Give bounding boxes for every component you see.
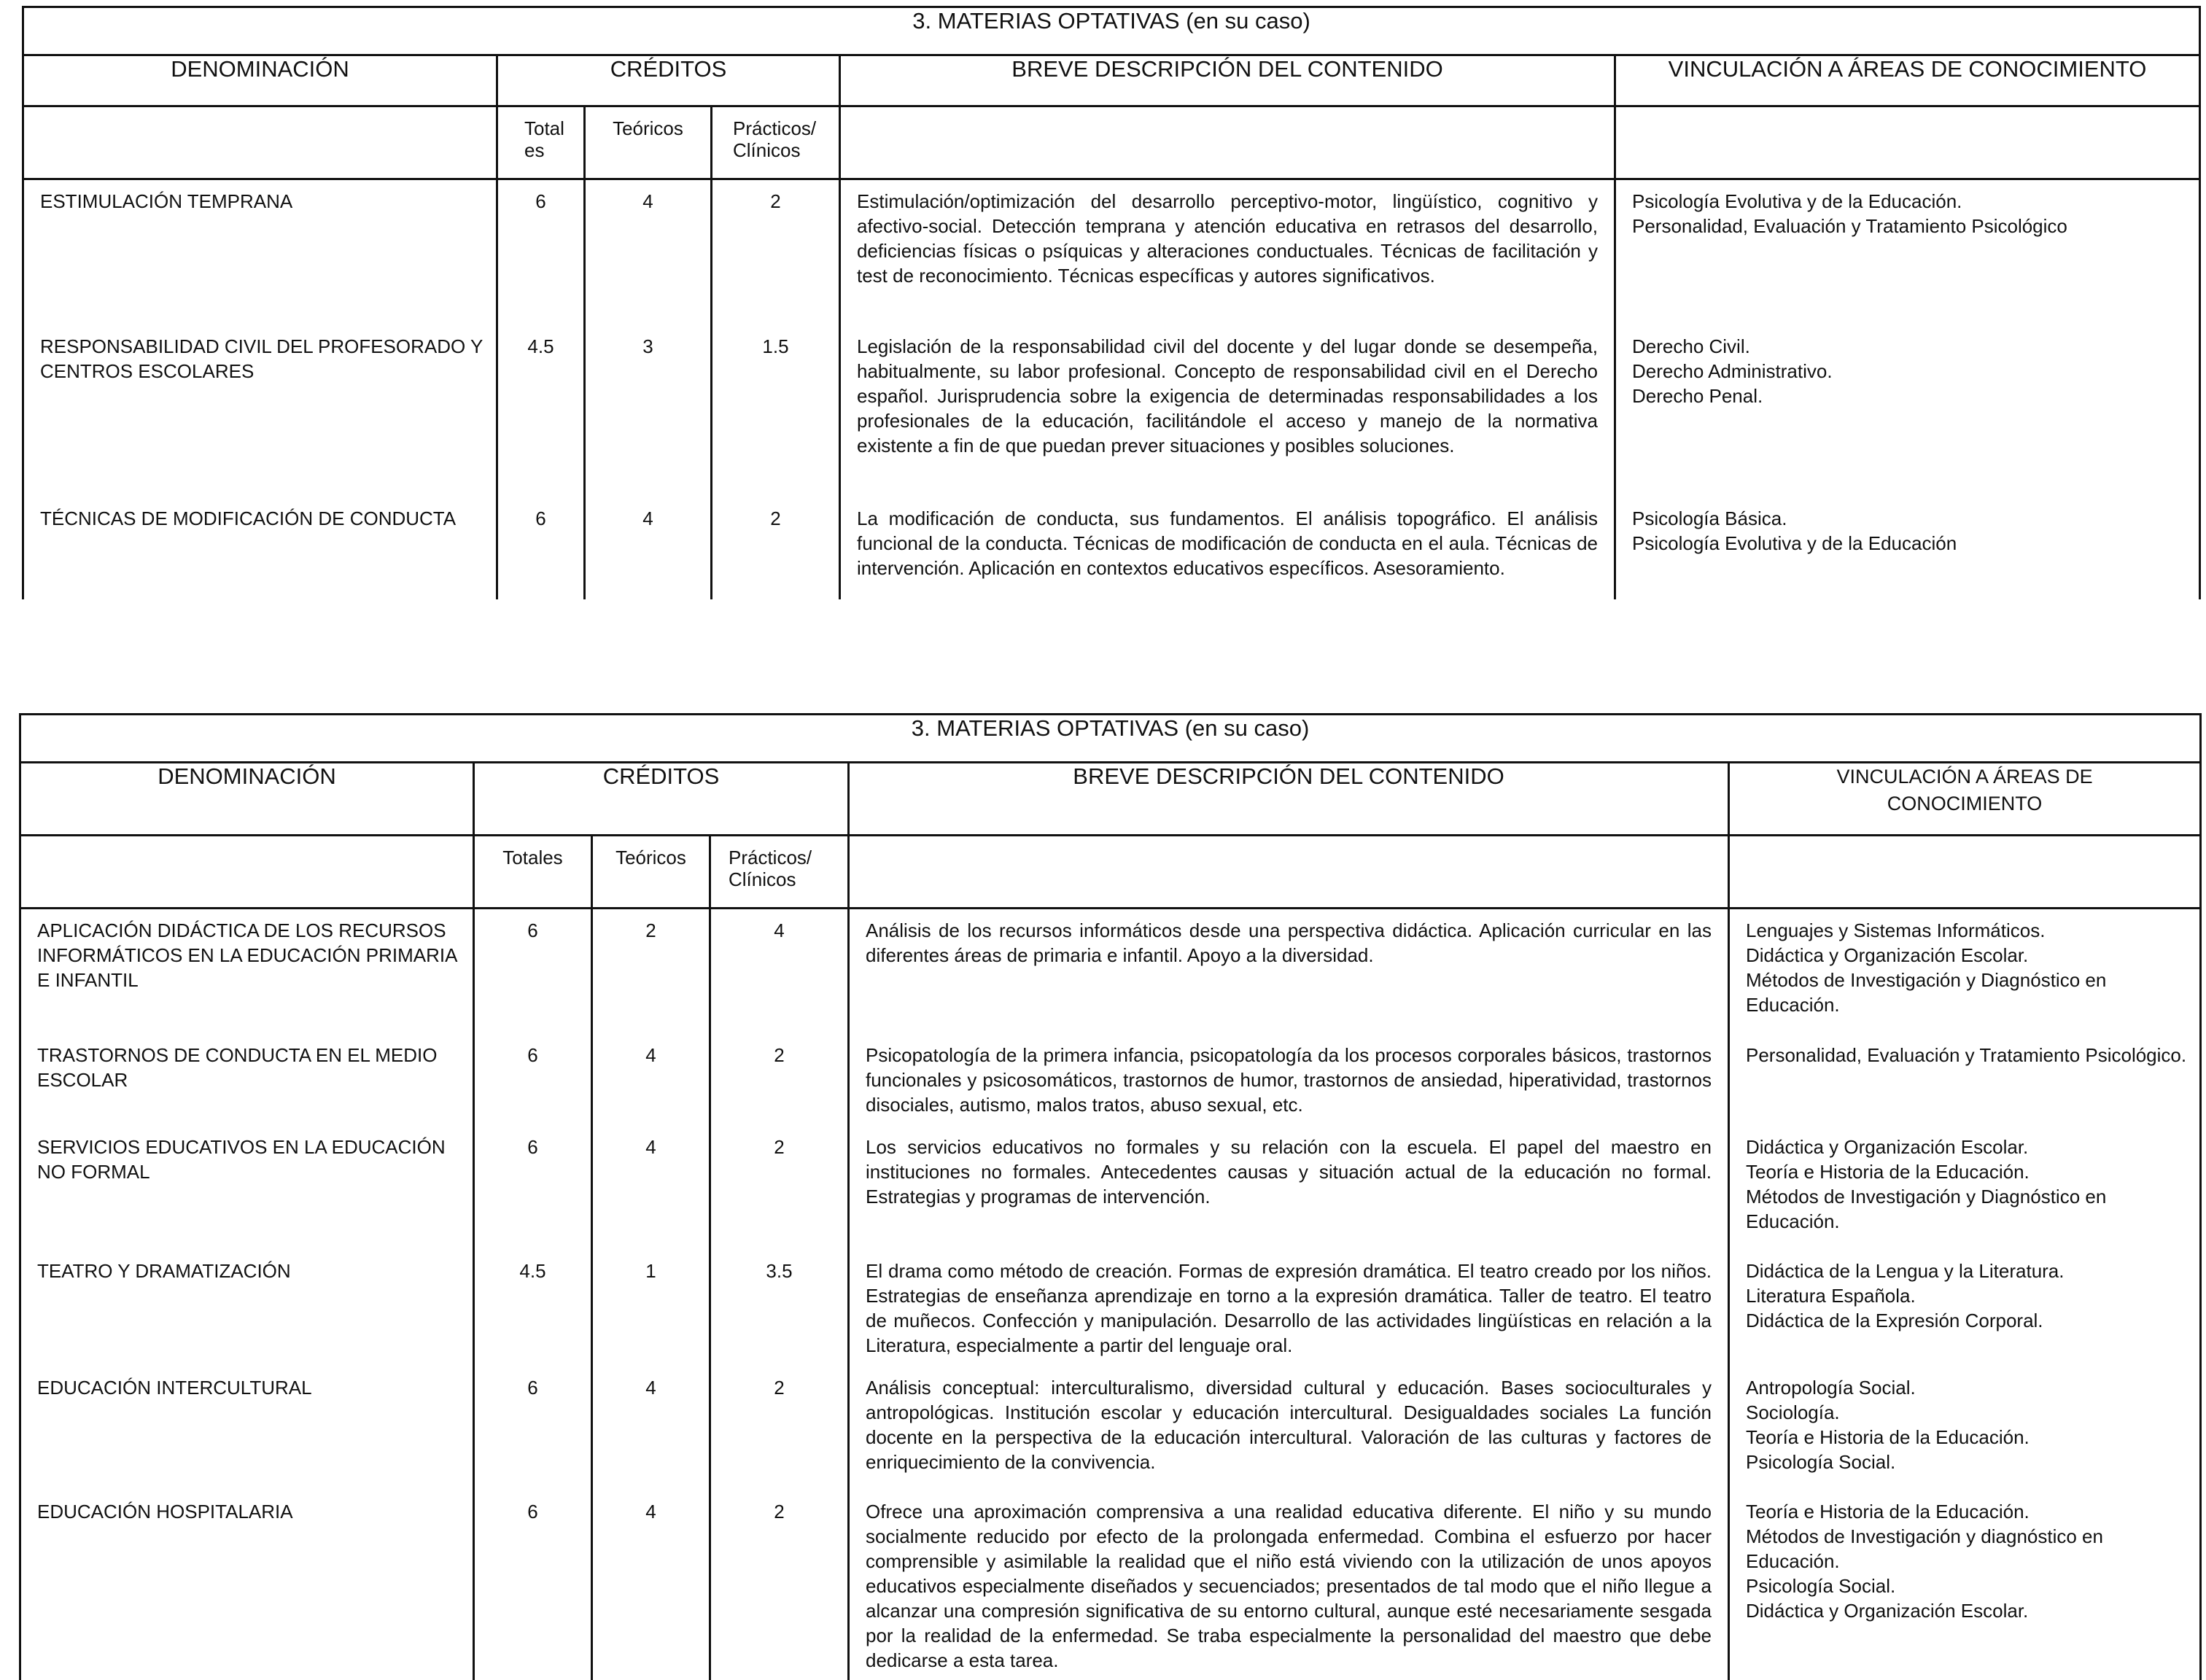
- table-row: [23, 325, 2200, 497]
- optional-subjects-table-2: [19, 713, 2202, 1680]
- header-descripcion: BREVE DESCRIPCIÓN DEL CONTENIDO: [840, 55, 1615, 106]
- subject-name: TÉCNICAS DE MODIFICACIÓN DE CONDUCTA: [23, 497, 497, 599]
- subject-name: ESTIMULACIÓN TEMPRANA: [23, 179, 497, 325]
- knowledge-area-item: Didáctica de la Lengua y la Literatura.: [1746, 1259, 2065, 1282]
- knowledge-area-item: Didáctica y Organización Escolar.: [1746, 1135, 2029, 1158]
- header-descripcion: BREVE DESCRIPCIÓN DEL CONTENIDO: [849, 763, 1729, 836]
- credits-practicos: 2: [710, 1490, 849, 1680]
- credits-teoricos: 4: [585, 179, 712, 325]
- knowledge-area-item: Psicología Social.: [1746, 1450, 1896, 1473]
- subheader-empty: [840, 106, 1615, 179]
- table-row: [20, 1250, 2201, 1366]
- subheader-teoricos: Teóricos: [585, 106, 712, 179]
- subject-description: Psicopatología de la primera infancia, psicopatología da los procesos corporales básicos, trastornos funcionales y psicosomáticos, trastornos de humor, trastornos de ansiedad, hiperatividad, trastornos disociales, autismo, malos tratos, abuso sexual, etc.: [849, 1034, 1729, 1126]
- credits-teoricos: 2: [592, 909, 710, 1034]
- header-creditos: CRÉDITOS: [474, 763, 849, 836]
- subject-description: Los servicios educativos no formales y su relación con la escuela. El papel del maestro en instituciones no formales. Antecedentes causas y situación actual de la educación no formal. Estrategias y programas de intervención.: [849, 1126, 1729, 1250]
- knowledge-area-item: Psicología Social.: [1746, 1574, 1896, 1597]
- knowledge-areas: [1615, 325, 2200, 497]
- header-denominacion: DENOMINACIÓN: [20, 763, 474, 836]
- table-row: [20, 1490, 2201, 1680]
- table-row: [20, 909, 2201, 1034]
- header-creditos: CRÉDITOS: [497, 55, 840, 106]
- credits-teoricos: 4: [585, 497, 712, 599]
- knowledge-area-item: Psicología Básica.: [1632, 507, 1787, 529]
- knowledge-areas: [1729, 1490, 2201, 1680]
- knowledge-area-item: Didáctica y Organización Escolar.: [1746, 1599, 2029, 1622]
- subject-description: Análisis de los recursos informáticos desde una perspectiva didáctica. Aplicación curricular en las diferentes áreas de primaria e infantil. Apoyo a la diversidad.: [849, 909, 1729, 1034]
- knowledge-area-item: Didáctica y Organización Escolar.: [1746, 944, 2029, 966]
- credits-teoricos: 4: [592, 1126, 710, 1250]
- knowledge-area-item: Personalidad, Evaluación y Tratamiento Psicológico: [1632, 215, 2067, 237]
- credits-practicos: 1.5: [712, 325, 840, 497]
- credits-practicos: 2: [710, 1366, 849, 1490]
- credits-practicos: 2: [712, 179, 840, 325]
- optional-subjects-table-1: [22, 6, 2201, 599]
- subheader-empty: [1615, 106, 2200, 179]
- knowledge-area-item: Teoría e Historia de la Educación.: [1746, 1160, 2030, 1183]
- subject-description: Estimulación/optimización del desarrollo perceptivo-motor, lingüístico, cognitivo y afectivo-social. Detección temprana y atención educativa en retrasos del desarrollo, deficiencias físicas o psíquicas y alteraciones conductuales. Técnicas de facilitación y test de reconocimiento. Técnicas específicas y autores significativos.: [840, 179, 1615, 325]
- knowledge-area-item: Didáctica de la Expresión Corporal.: [1746, 1309, 2043, 1331]
- credits-teoricos: 1: [592, 1250, 710, 1366]
- subject-name: TRASTORNOS DE CONDUCTA EN EL MEDIO ESCOLAR: [20, 1034, 474, 1126]
- table-row: [20, 1034, 2201, 1126]
- subheader-practicos: Prácticos/ Clínicos: [712, 106, 840, 179]
- subject-description: Legislación de la responsabilidad civil del docente y del lugar donde se desempeña, habitualmente, su labor profesional. Concepto de responsabilidad civil en el Derecho español. Jurisprudencia sobre la exigencia de determinadas responsabilidades a los profesionales de la educación, facilitándole el acceso y manejo de la normativa existente a fin de que puedan prever situaciones y posibles soluciones.: [840, 325, 1615, 497]
- credits-teoricos: 4: [592, 1366, 710, 1490]
- header-vinculacion: VINCULACIÓN A ÁREAS DE CONOCIMIENTO: [1615, 55, 2200, 106]
- credits-totales: 6: [474, 1126, 592, 1250]
- credits-teoricos: 4: [592, 1490, 710, 1680]
- credits-practicos: 2: [712, 497, 840, 599]
- knowledge-area-item: Derecho Civil.: [1632, 335, 1750, 357]
- subject-name: TEATRO Y DRAMATIZACIÓN: [20, 1250, 474, 1366]
- credits-practicos: 4: [710, 909, 849, 1034]
- knowledge-area-item: Métodos de Investigación y diagnóstico en Educación.: [1746, 1525, 2103, 1572]
- table-row: [23, 179, 2200, 325]
- knowledge-area-item: Antropología Social.: [1746, 1376, 1916, 1399]
- credits-practicos: 2: [710, 1034, 849, 1126]
- knowledge-area-item: Derecho Penal.: [1632, 384, 1763, 407]
- knowledge-area-item: Literatura Española.: [1746, 1284, 1916, 1307]
- subheader-practicos: Prácticos/ Clínicos: [710, 836, 849, 909]
- knowledge-areas: [1615, 497, 2200, 599]
- subject-description: El drama como método de creación. Formas de expresión dramática. El teatro creado por los niños. Estrategias de enseñanza aprendizaje en torno a la expresión dramática. Taller de teatro. El teatro de muñecos. Confección y manipulación. Desarrollo de las actividades lingüísticas en relación a la Literatura, especialmente a partir del lenguaje oral.: [849, 1250, 1729, 1366]
- knowledge-area-item: Métodos de Investigación y Diagnóstico en Educación.: [1746, 969, 2107, 1016]
- credits-totales: 4.5: [474, 1250, 592, 1366]
- subject-name: EDUCACIÓN HOSPITALARIA: [20, 1490, 474, 1680]
- knowledge-areas: [1729, 1366, 2201, 1490]
- subject-description: Análisis conceptual: interculturalismo, diversidad cultural y educación. Bases socioculturales y antropológicas. Institución escolar y educación intercultural. Desigualdades sociales La función docente en la perspectiva de la educación intercultural. Valoración de las culturas y factores de enriquecimiento de la convivencia.: [849, 1366, 1729, 1490]
- credits-teoricos: 4: [592, 1034, 710, 1126]
- subject-name: RESPONSABILIDAD CIVIL DEL PROFESORADO Y CENTROS ESCOLARES: [23, 325, 497, 497]
- subheader-empty: [849, 836, 1729, 909]
- knowledge-areas: [1729, 1126, 2201, 1250]
- credits-teoricos: 3: [585, 325, 712, 497]
- knowledge-area-item: Teoría e Historia de la Educación.: [1746, 1500, 2030, 1522]
- knowledge-area-item: Psicología Evolutiva y de la Educación.: [1632, 190, 1962, 212]
- knowledge-areas: [1729, 1250, 2201, 1366]
- subheader-empty: [1729, 836, 2201, 909]
- credits-totales: 6: [474, 1490, 592, 1680]
- header-denominacion: DENOMINACIÓN: [23, 55, 497, 106]
- subject-name: SERVICIOS EDUCATIVOS EN LA EDUCACIÓN NO FORMAL: [20, 1126, 474, 1250]
- credits-totales: 6: [497, 497, 585, 599]
- credits-totales: 6: [474, 1034, 592, 1126]
- table-title: 3. MATERIAS OPTATIVAS (en su caso): [23, 7, 2200, 55]
- subject-name: APLICACIÓN DIDÁCTICA DE LOS RECURSOS INFORMÁTICOS EN LA EDUCACIÓN PRIMARIA E INFANTIL: [20, 909, 474, 1034]
- knowledge-area-item: Lenguajes y Sistemas Informáticos.: [1746, 919, 2046, 941]
- subject-description: Ofrece una aproximación comprensiva a una realidad educativa diferente. El niño y su mundo socialmente reducido por efecto de la prolongada enfermedad. Combina el esfuerzo por hacer comprensible y asimilable la realidad que el niño está viviendo con la utilización de unos apoyos educativos especialmente diseñados y secuenciados; presentados de tal modo que el niño llegue a alcanzar una compresión significativa de su entorno cultural, aunque esté necesariamente sesgada por la realidad de la enfermedad. Se traba especialmente la personalidad del maestro que debe dedicarse a esta tarea.: [849, 1490, 1729, 1680]
- credits-totales: 6: [474, 909, 592, 1034]
- subheader-teoricos: Teóricos: [592, 836, 710, 909]
- credits-practicos: 2: [710, 1126, 849, 1250]
- knowledge-area-item: Psicología Evolutiva y de la Educación: [1632, 532, 1957, 554]
- knowledge-area-item: Métodos de Investigación y Diagnóstico en Educación.: [1746, 1185, 2107, 1232]
- subject-description: La modificación de conducta, sus fundamentos. El análisis topográfico. El análisis funcional de la conducta. Técnicas de modificación de conducta en el aula. Técnicas de intervención. Aplicación en contextos educativos específicos. Asesoramiento.: [840, 497, 1615, 599]
- table-title: 3. MATERIAS OPTATIVAS (en su caso): [20, 715, 2201, 763]
- knowledge-area-item: Sociología.: [1746, 1401, 1840, 1423]
- credits-practicos: 3.5: [710, 1250, 849, 1366]
- knowledge-areas: [1615, 179, 2200, 325]
- credits-totales: 4.5: [497, 325, 585, 497]
- header-vinculacion: VINCULACIÓN A ÁREAS DE CONOCIMIENTO: [1729, 763, 2201, 836]
- subheader-totales: Totales: [474, 836, 592, 909]
- credits-totales: 6: [497, 179, 585, 325]
- subject-name: EDUCACIÓN INTERCULTURAL: [20, 1366, 474, 1490]
- subheader-empty: [23, 106, 497, 179]
- knowledge-area-item: Teoría e Historia de la Educación.: [1746, 1426, 2030, 1448]
- knowledge-area-item: Personalidad, Evaluación y Tratamiento Psicológico.: [1746, 1043, 2187, 1066]
- knowledge-areas: [1729, 1034, 2201, 1126]
- credits-totales: 6: [474, 1366, 592, 1490]
- table-row: [23, 497, 2200, 599]
- knowledge-area-item: Derecho Administrativo.: [1632, 359, 1833, 382]
- subheader-totales: Total es: [497, 106, 585, 179]
- knowledge-areas: [1729, 909, 2201, 1034]
- subheader-empty: [20, 836, 474, 909]
- table-row: [20, 1366, 2201, 1490]
- table-row: [20, 1126, 2201, 1250]
